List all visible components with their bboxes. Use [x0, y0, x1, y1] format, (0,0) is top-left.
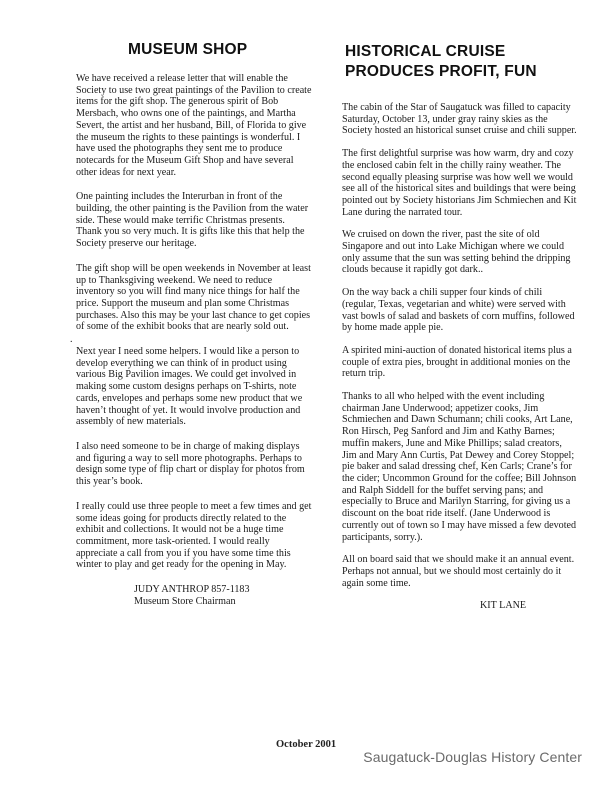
title-line-2: PRODUCES PROFIT, FUN: [345, 63, 537, 81]
signature-name: JUDY ANTHROP 857-1183: [134, 584, 250, 596]
stray-mark: .: [70, 334, 73, 346]
signature-title: Museum Store Chairman: [134, 595, 236, 607]
museum-shop-body: [70, 73, 312, 607]
article-paragraph: The gift shop will be open weekends in November at least up to Thanksgiving weekend. We need to reduce inventory so you will find many nice things for half the price. Support the museum and plan some Christmas purchases. Also this may be your last chance to get copies of some of the exhibit books that are nearly sold out.: [76, 262, 311, 333]
article-paragraph: On the way back a chili supper four kinds of chili (regular, Texas, vegetarian and white) were served with vast bowls of salad and baskets of corn muffins, followed by home made apple pie.: [342, 287, 575, 334]
historical-cruise-title: [345, 42, 537, 83]
historical-cruise-body: [342, 102, 578, 612]
article-paragraph: All on board said that we should make it an annual event. Perhaps not annual, but we should most certainly do it again some time.: [342, 554, 575, 589]
title-line-1: HISTORICAL CRUISE: [345, 43, 506, 60]
article-paragraph: Thanks to all who helped with the event including chairman Jane Underwood; appetizer cooks, Jim Schmiechen and Dawn Schumann; chili cooks, Art Lane, Ron Hirsch, Peg Sanford and Jim and Kathy Barnes; muffin makers, June and Mike Phillips; salad creators, Jim and Mary Ann Curtis, Pat Dewey and Corey Stoppel; pie baker and salad dressing chef, Ken Carls; Crane’s for the cider; Uncommon Ground for the coffee; Bill Johnson and Ralph Siddell for the buffet serving pans; and especially to Bruce and Marilyn Starring, for giving us a discount on the boat ride itself. (Jane Underwood is currently out of town so I may have missed a few devoted participants, sorry.).: [342, 391, 577, 543]
article-paragraph: I also need someone to be in charge of making displays and figuring a way to sell more photographs. Perhaps to design some type of flip chart or display for photos from this year’s book.: [76, 440, 305, 488]
article-paragraph: The first delightful surprise was how warm, dry and cozy the enclosed cabin felt in the chilly rainy weather. The second equally pleasing surprise was how well we would see all of the historical sites and buildings that were being pointed out by Society historians Jim Schmiechen and Kit Lane during the narrated tour.: [342, 148, 577, 218]
article-paragraph: We cruised on down the river, past the site of old Singapore and out into Lake Michigan where we could only assume that the sun was setting behind the dripping clouds because it rapidly got dark..: [342, 229, 571, 276]
article-paragraph: Next year I need some helpers. I would like a person to develop everything we can think of in product using various Big Pavilion images. We could get involved in making some custom designs perhaps on T-shirts, note cards, envelopes and perhaps some new product that we haven’t thought of yet. It would involve production and assembly of new materials.: [76, 346, 303, 428]
museum-shop-title: MUSEUM SHOP: [128, 41, 248, 58]
article-paragraph: The cabin of the Star of Saugatuck was filled to capacity Saturday, October 13, under gray rainy skies as the Society hosted an historical sunset cruise and chili supper.: [342, 102, 577, 137]
article-paragraph: I really could use three people to meet a few times and get some ideas going for products directly related to the exhibit and collections. It would not be a huge time commitment, more task-oriented. I would really appreciate a call from you if you have some time this winter to play and get ready for the opening in May.: [76, 500, 312, 571]
cruise-signature: KIT LANE: [480, 600, 527, 612]
museum-shop-signature: [134, 584, 312, 607]
article-paragraph: A spirited mini-auction of donated historical items plus a couple of extra pies, brought in additional monies on the return trip.: [342, 344, 572, 380]
article-paragraph: We have received a release letter that will enable the Society to use two great paintings of the Pavilion to create items for the gift shop. The generous spirit of Bob Mersbach, who owns one of the paintings, and Martha Severt, the artist and her husband, Bill, of Florida to give the museum the rights to these paintings is wonderful. I have used the photographs they sent me to produce notecards for the Museum Gift Shop and have several other ideas for next year.: [76, 73, 312, 178]
article-paragraph: One painting includes the Interurban in front of the building, the other painting is the Pavilion from the water side. These would make terrific Christmas presents. Thank you so very much. It is gifts like this that help the Society preserve our heritage.: [76, 191, 309, 250]
issue-date: October 2001: [276, 739, 337, 750]
archive-watermark: Saugatuck-Douglas History Center: [363, 749, 582, 765]
